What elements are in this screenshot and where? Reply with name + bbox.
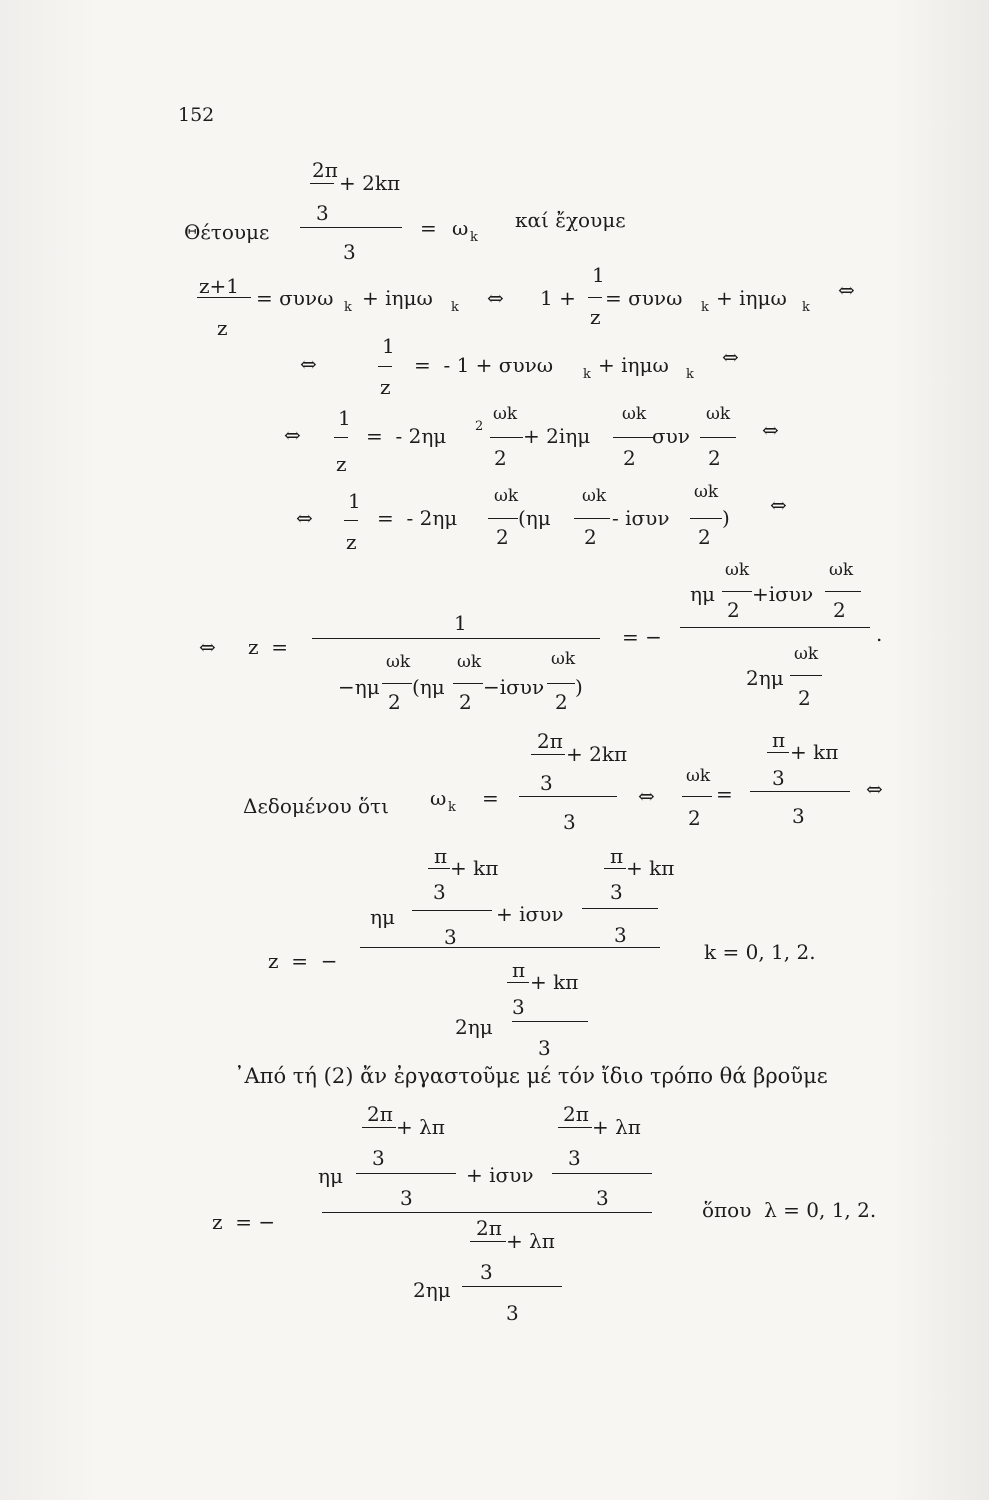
subscript-k: k	[448, 800, 456, 815]
rhs-minus1-synomega: = - 1 + συνω	[414, 353, 554, 377]
frac-num-z-plus-1: z+1	[199, 274, 240, 298]
fraction-bar-main	[322, 1212, 652, 1213]
frac-num-1: 1	[382, 334, 395, 358]
fraction-bar	[547, 683, 575, 684]
frac-num-3: 3	[772, 766, 785, 790]
fraction-bar	[378, 366, 392, 367]
frac-num-omega-k: ωk	[551, 649, 576, 669]
iff-symbol: ⇔	[300, 352, 317, 376]
frac-den-z: z	[217, 316, 228, 340]
iff-symbol: ⇔	[762, 418, 779, 442]
frac-num-omega-k: ωk	[694, 482, 719, 502]
frac-num-omega-k: ωk	[494, 486, 519, 506]
syn-text: συν	[652, 424, 690, 448]
iff-symbol: ⇔	[487, 286, 504, 310]
frac-den-2: 2	[496, 525, 509, 549]
k-values: k = 0, 1, 2.	[704, 940, 816, 964]
frac-den-2: 2	[623, 446, 636, 470]
iff-symbol: ⇔	[866, 777, 883, 801]
fraction-bar	[507, 982, 529, 983]
rhs-minus-2eta: = - 2ημ	[366, 424, 447, 448]
fraction-bar-main	[300, 227, 402, 228]
den-2eta: 2ημ	[746, 666, 784, 690]
frac-num-pi: π	[610, 844, 624, 868]
subscript-k: k	[451, 300, 459, 315]
fraction-bar	[412, 910, 492, 911]
num-plus-i-syn: +iσυν	[752, 582, 814, 606]
frac-den-2: 2	[698, 525, 711, 549]
rhs-synomega: = συνω	[605, 286, 683, 310]
iff-symbol: ⇔	[838, 278, 855, 302]
frac-den-2: 2	[727, 598, 740, 622]
frac-num-3: 3	[480, 1260, 493, 1284]
open-eta: (ημ	[518, 506, 551, 530]
frac-num-2pi: 2π	[563, 1102, 589, 1126]
subscript-k: k	[344, 300, 352, 315]
frac-plus-lpi: + λπ	[506, 1229, 555, 1253]
subscript-k: k	[701, 300, 709, 315]
superscript-2: 2	[475, 419, 484, 434]
den-open-eta: (ημ	[412, 675, 445, 699]
num-eta: ημ	[318, 1164, 343, 1188]
minus-i-syn: - iσυν	[612, 506, 670, 530]
fraction-bar	[825, 591, 861, 592]
frac-num-pi: π	[772, 728, 786, 752]
frac-den-2: 2	[494, 446, 507, 470]
fraction-bar	[574, 518, 610, 519]
lambda-values: ὅπου λ = 0, 1, 2.	[702, 1198, 877, 1222]
fraction-bar	[197, 297, 251, 298]
fraction-bar	[722, 591, 752, 592]
fraction-bar	[453, 683, 483, 684]
num-eta: ημ	[690, 582, 715, 606]
equals-sign: =	[716, 782, 733, 806]
omega-symbol: ω	[452, 216, 469, 240]
plus-i-imomega: + iημω	[598, 353, 669, 377]
fraction-bar	[512, 1021, 588, 1022]
frac-num-omega-k: ωk	[622, 404, 647, 424]
lead-text-dedomenou: Δεδομένου ὅτι	[243, 794, 389, 818]
fraction-bar-main	[750, 791, 850, 792]
frac-num-2pi: 2π	[537, 729, 563, 753]
frac-num-1: 1	[338, 406, 351, 430]
frac-num-pi: π	[434, 844, 448, 868]
num-plus-i-syn: + iσυν	[466, 1163, 534, 1187]
frac-num-3: 3	[568, 1146, 581, 1170]
text-apo-ti-2: ᾽Από τή (2) ἄν ἐργαστοῦμε μέ τόν ἴδιο τρόπο θά βροῦμε	[234, 1064, 828, 1088]
frac-den-3: 3	[343, 240, 356, 264]
frac-den-3: 3	[506, 1301, 519, 1325]
z-equals: z =	[248, 635, 289, 659]
frac-num-omega-k: ωk	[686, 766, 711, 786]
frac-num-1: 1	[454, 611, 467, 635]
frac-num-1: 1	[348, 489, 361, 513]
one-plus: 1 +	[540, 286, 576, 310]
equals-sign: =	[420, 216, 437, 240]
fraction-bar	[356, 1173, 456, 1174]
frac-num-3: 3	[540, 771, 553, 795]
subscript-k: k	[470, 230, 478, 245]
frac-den-2: 2	[555, 690, 568, 714]
frac-den-2: 2	[688, 806, 701, 830]
iff-symbol: ⇔	[722, 345, 739, 369]
fraction-bar	[588, 297, 602, 298]
fraction-bar	[700, 437, 736, 438]
den-2eta: 2ημ	[413, 1278, 451, 1302]
frac-den-3: 3	[444, 925, 457, 949]
text-kai-exoume: καί ἔχουμε	[515, 208, 626, 232]
fraction-bar-main	[680, 627, 870, 628]
fraction-bar	[582, 908, 658, 909]
frac-den-2: 2	[708, 446, 721, 470]
frac-num-omega-k: ωk	[457, 652, 482, 672]
frac-num-3: 3	[610, 880, 623, 904]
plus-i-imomega: + iημω	[362, 286, 433, 310]
close-paren: )	[722, 506, 730, 530]
subscript-k: k	[802, 300, 810, 315]
den-minus-eta: −ημ	[338, 675, 380, 699]
frac-num-omega-k: ωk	[582, 486, 607, 506]
fraction-bar	[488, 518, 518, 519]
plus-2i-eta: + 2iημ	[523, 424, 591, 448]
rhs-minus-2eta: = - 2ημ	[377, 506, 458, 530]
fraction-bar	[344, 520, 358, 521]
frac-den-3: 3	[596, 1186, 609, 1210]
frac-den-z: z	[346, 530, 357, 554]
frac-plus-kpi: + kπ	[450, 856, 499, 880]
frac-num-2pi: 2π	[476, 1216, 502, 1240]
frac-num-3: 3	[372, 1146, 385, 1170]
frac-den-z: z	[380, 375, 391, 399]
frac-num-omega-k: ωk	[493, 404, 518, 424]
fraction-bar	[552, 1173, 652, 1174]
fraction-bar	[790, 675, 822, 676]
frac-num-pi: π	[512, 958, 526, 982]
fraction-bar-main	[360, 947, 660, 948]
num-eta: ημ	[370, 905, 395, 929]
fraction-bar	[334, 437, 348, 438]
iff-symbol: ⇔	[284, 423, 301, 447]
subscript-k: k	[583, 367, 591, 382]
z-equals-minus: z = −	[212, 1210, 276, 1234]
frac-plus-kpi: + kπ	[790, 740, 839, 764]
rhs-synomega: = συνω	[256, 286, 334, 310]
frac-den-3: 3	[614, 923, 627, 947]
frac-num-1: 1	[592, 263, 605, 287]
subscript-k: k	[686, 367, 694, 382]
fraction-bar	[613, 437, 653, 438]
frac-den-3: 3	[400, 1186, 413, 1210]
frac-num-3: 3	[316, 201, 329, 225]
omega-symbol: ω	[430, 786, 447, 810]
frac-den-3: 3	[538, 1036, 551, 1060]
frac-num-omega-k: ωk	[829, 560, 854, 580]
frac-num-2pi: 2π	[367, 1102, 393, 1126]
iff-symbol: ⇔	[770, 493, 787, 517]
num-plus-i-syn: + iσυν	[496, 902, 564, 926]
fraction-bar	[462, 1286, 562, 1287]
plus-i-imomega: + iημω	[716, 286, 787, 310]
frac-den-2: 2	[798, 686, 811, 710]
z-equals-minus: z = −	[268, 949, 338, 973]
den-close: )	[575, 675, 583, 699]
period: .	[876, 622, 883, 646]
frac-num-omega-k: ωk	[725, 560, 750, 580]
frac-plus-kpi: + kπ	[626, 856, 675, 880]
fraction-bar	[558, 1127, 592, 1128]
frac-num-3: 3	[512, 995, 525, 1019]
frac-den-2: 2	[388, 690, 401, 714]
frac-plus-lpi: + λπ	[396, 1115, 445, 1139]
iff-symbol: ⇔	[638, 784, 655, 808]
frac-den-2: 2	[584, 525, 597, 549]
fraction-bar	[362, 1127, 396, 1128]
frac-num-omega-k: ωk	[794, 644, 819, 664]
frac-den-z: z	[590, 305, 601, 329]
fraction-bar	[682, 796, 712, 797]
iff-symbol: ⇔	[199, 635, 216, 659]
frac-den-z: z	[336, 452, 347, 476]
equals-sign: =	[482, 786, 499, 810]
fraction-bar	[690, 518, 722, 519]
den-minus-i-syn: −iσυν	[483, 675, 545, 699]
frac-num-omega-k: ωk	[706, 404, 731, 424]
frac-plus-2kpi: + 2kπ	[566, 742, 628, 766]
frac-plus-kpi: + kπ	[530, 970, 579, 994]
frac-den-2: 2	[833, 598, 846, 622]
frac-num-2pi: 2π	[312, 158, 338, 182]
page-number: 152	[178, 104, 215, 126]
fraction-bar	[490, 437, 523, 438]
fraction-bar-main	[519, 796, 617, 797]
fraction-bar	[604, 868, 626, 869]
frac-rule-small	[310, 183, 334, 184]
frac-num-omega-k: ωk	[386, 652, 411, 672]
frac-den-3: 3	[563, 810, 576, 834]
frac-den-3: 3	[792, 804, 805, 828]
iff-symbol: ⇔	[296, 506, 313, 530]
fraction-bar	[382, 683, 412, 684]
fraction-bar	[767, 752, 789, 753]
den-2eta: 2ημ	[455, 1015, 493, 1039]
fraction-bar-main	[312, 638, 600, 639]
fraction-bar	[470, 1241, 506, 1242]
frac-plus-2kpi: + 2kπ	[339, 171, 401, 195]
frac-num-3: 3	[433, 880, 446, 904]
lead-text-thetoume: Θέτουμε	[184, 220, 270, 244]
frac-plus-lpi: + λπ	[592, 1115, 641, 1139]
equals-minus: = −	[622, 625, 662, 649]
frac-den-2: 2	[459, 690, 472, 714]
fraction-bar	[531, 754, 565, 755]
fraction-bar	[428, 868, 450, 869]
